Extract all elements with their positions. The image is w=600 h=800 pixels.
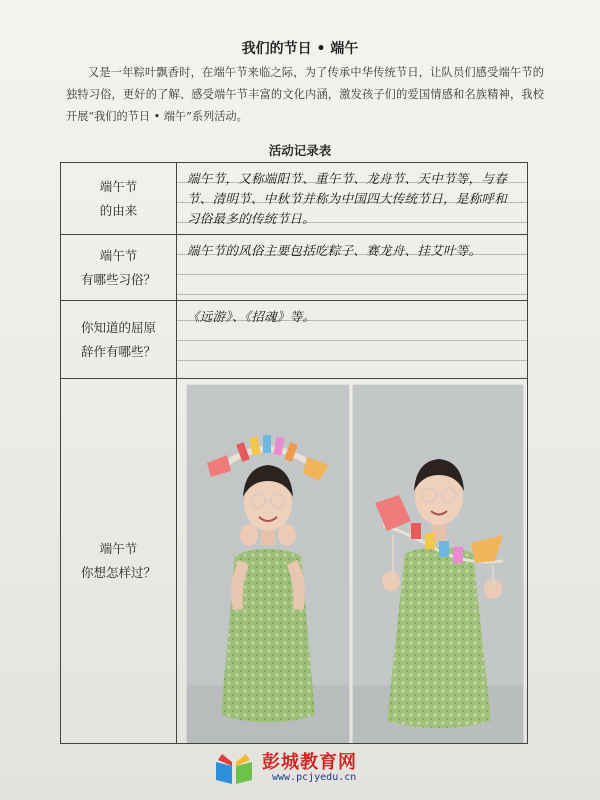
- handwritten-answer: 端午节的风俗主要包括吃粽子、赛龙舟、挂艾叶等。: [187, 243, 482, 258]
- intro-paragraph: 又是一年粽叶飘香时，在端午节来临之际，为了传承中华传统节日，让队员们感受端午节的独特习俗，更好的了解、感受端午节丰富的文化内涵，激发孩子们的爱国情感和名族精神，我校开展“我们的节日 • 端午”系列活动。: [66, 66, 544, 123]
- table-row-origin: [61, 163, 527, 235]
- row-answer-area: [177, 301, 527, 378]
- row-label: [61, 235, 177, 300]
- table-row-celebration: [61, 379, 527, 743]
- row-label-line1: 端午节: [99, 247, 138, 263]
- open-book-icon: [212, 748, 256, 788]
- row-label-line1: 端午节: [99, 541, 138, 556]
- photo-area: [187, 385, 529, 743]
- girl-with-headband-illustration: [187, 385, 349, 743]
- row-answer-area: [177, 235, 527, 300]
- row-label: [61, 379, 177, 743]
- row-label-line1: 端午节: [99, 178, 138, 194]
- row-answer-area: [177, 163, 527, 234]
- row-label: [61, 301, 177, 378]
- table-row-customs: [61, 235, 527, 301]
- girl-with-dragon-boat-illustration: [353, 385, 523, 743]
- row-label-line2: 辞作有哪些？: [80, 343, 156, 359]
- photo-girl-dragon-boat: [353, 385, 523, 743]
- row-label-line2: 你想怎样过？: [80, 565, 156, 580]
- site-name: 彭城教育网: [262, 752, 357, 773]
- site-watermark: [212, 746, 402, 792]
- table-title: 活动记录表: [268, 143, 332, 158]
- photo-girl-headband: [187, 385, 349, 743]
- handwritten-answer: 端午节，又称端阳节、重午节、龙舟节、天中节等，与春节、清明节、中秋节并称为中国四大传统节日，是称呼和习俗最多的传统节日。: [187, 171, 508, 226]
- page-title: 我们的节日 • 端午: [241, 41, 359, 57]
- site-url: www.pcjyedu.cn: [272, 772, 357, 783]
- row-label-line2: 有哪些习俗？: [80, 271, 156, 287]
- handwritten-answer: 《远游》、《招魂》等。: [187, 309, 316, 324]
- row-label-line2: 的由来: [99, 202, 138, 218]
- row-label: [61, 163, 177, 234]
- table-row-qu-yuan-works: [61, 301, 527, 379]
- activity-record-table: [60, 162, 528, 744]
- row-label-line1: 你知道的屈原: [80, 319, 156, 335]
